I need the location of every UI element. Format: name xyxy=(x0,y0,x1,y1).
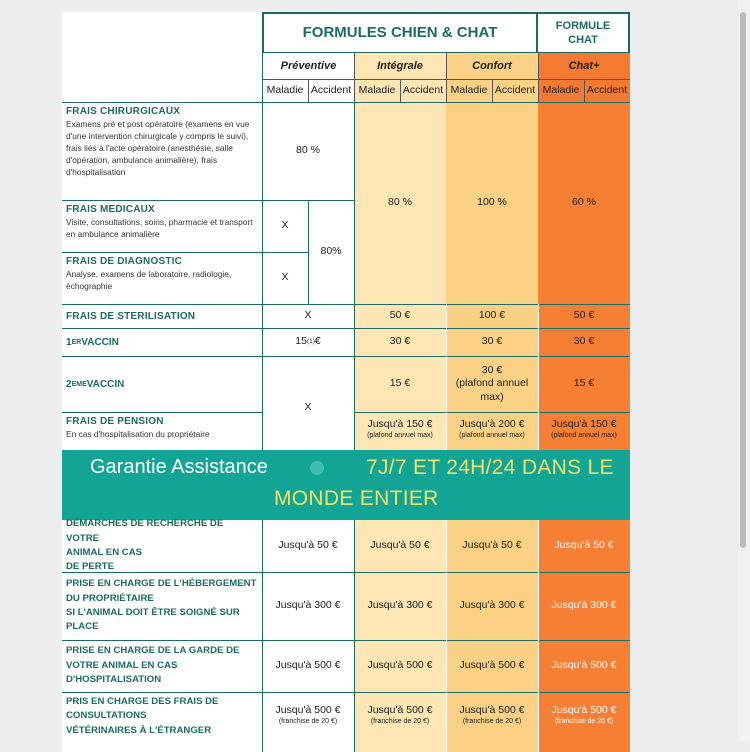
medicaux-desc: Visite, consultations, soins, pharmacie et transport en ambulance animalière xyxy=(66,217,253,239)
vaccin2-num: 2 xyxy=(66,378,72,390)
assist-row-garde-line: D'HOSPITALISATION xyxy=(66,674,162,686)
hebergement-integrale: Jusqu'à 300 € xyxy=(367,599,433,612)
row-frais-diagnostic xyxy=(62,252,262,304)
diagnostic-desc: Analyse, examens de laboratoire, radiologie, échographie xyxy=(66,269,232,291)
assist-row-hebergement xyxy=(62,572,262,640)
assistance-banner xyxy=(62,450,630,520)
consultations-confort xyxy=(446,692,538,752)
sub-accident-confort: Accident xyxy=(492,79,538,102)
chirurgicaux-title: FRAIS CHIRURGICAUX xyxy=(66,106,181,117)
assist-row-recherche xyxy=(62,520,262,572)
hebergement-preventive: Jusqu'à 300 € xyxy=(275,599,341,612)
consultations-confort-note: (franchise de 20 €) xyxy=(462,717,522,725)
consultations-chat-value: Jusqu'à 500 € xyxy=(551,704,617,716)
pension-integrale-note: (plafond annuel max) xyxy=(367,431,433,439)
scrollbar-thumb[interactable] xyxy=(740,12,746,548)
vaccin1-preventive-value: 15 xyxy=(295,335,307,348)
assist-row-consultations xyxy=(62,692,262,752)
vaccin1-sup: ER xyxy=(71,338,82,346)
assist-row-consultations-line: CONSULTATIONS xyxy=(66,710,147,722)
sub-accident-preventive: Accident xyxy=(310,83,352,96)
group-chat-value: 60 % xyxy=(572,196,596,209)
assist-row-recherche-line: DÉMARCHES DE RECHERCHE DE VOTRE xyxy=(66,518,224,544)
pension-confort-note: (plafond annuel max) xyxy=(459,431,525,439)
pension-chat-value: Jusqu'à 150 € xyxy=(551,418,617,430)
vaccin2-integrale: 15 € xyxy=(389,377,411,390)
formule-chat-header: FORMULE CHAT xyxy=(538,12,630,53)
plan-integrale: Intégrale xyxy=(354,53,446,79)
row-vaccin-2 xyxy=(62,356,262,412)
vaccin2-confort xyxy=(446,356,538,412)
assistance-title: Garantie Assistance xyxy=(90,456,268,478)
recherche-integrale: Jusqu'à 50 € xyxy=(370,539,430,552)
assist-row-hebergement-line: SI L'ANIMAL DOIT ÊTRE SOIGNÉ SUR xyxy=(66,607,240,618)
formules-chien-chat-header: FORMULES CHIEN & CHAT xyxy=(262,12,538,53)
pension-confort-value: Jusqu'à 200 € xyxy=(459,418,525,430)
consultations-integrale-value: Jusqu'à 500 € xyxy=(367,704,433,716)
consultations-preventive-note: (franchise de 20 €) xyxy=(278,717,338,725)
assist-row-hebergement-line: DU PROPRIÉTAIRE xyxy=(66,592,154,604)
vaccin2-confort-value: 30 € xyxy=(481,363,503,376)
chirurgicaux-desc: Examens pré et post opératoire (examens en vue d'une intervention chirurgicale y compris le suivi), frais liés à l'acte opératoire (anesthésie, salle d'opération, ambulance animalière), frais d'hospitalisation xyxy=(66,119,250,177)
vaccin2-confort-note: (plafond annuel max) xyxy=(455,377,529,403)
medicaux-preventive-maladie: X xyxy=(281,219,289,232)
sub-accident-integrale: Accident xyxy=(400,79,446,102)
vaccin1-integrale: 30 € xyxy=(389,335,411,348)
assist-row-garde-line: PRISE EN CHARGE DE LA GARDE DE xyxy=(66,645,240,657)
sub-maladie-confort: Maladie xyxy=(446,79,492,102)
group-integrale-value: 80 % xyxy=(388,196,412,209)
assist-row-recherche-line: ANIMAL EN CAS xyxy=(66,547,143,558)
vaccin2-pension-preventive: X xyxy=(304,401,312,414)
vaccin1-preventive xyxy=(262,328,354,356)
sterilisation-preventive: X xyxy=(304,309,312,322)
group-confort-value: 100 % xyxy=(477,196,507,209)
consultations-chat-note: (franchise de 20 €) xyxy=(554,717,614,725)
assistance-line1: 7J/7 ET 24H/24 DANS LE xyxy=(366,456,614,479)
sub-maladie-preventive: Maladie xyxy=(266,83,304,96)
vaccin2-chat: 15 € xyxy=(573,377,595,390)
assist-row-recherche-line: DE PERTE xyxy=(66,561,114,573)
pricing-table xyxy=(62,12,630,752)
assist-row-garde xyxy=(62,640,262,692)
diagnostic-preventive-maladie: X xyxy=(281,271,289,284)
assist-row-consultations-line: PRIS EN CHARGE DES FRAIS DE xyxy=(66,696,219,707)
recherche-preventive: Jusqu'à 50 € xyxy=(278,539,338,552)
plan-confort: Confort xyxy=(446,53,538,79)
sub-maladie-chat: Maladie xyxy=(538,79,584,102)
medicaux-title: FRAIS MEDICAUX xyxy=(66,204,155,215)
vaccin1-chat: 30 € xyxy=(573,335,595,348)
sub-maladie-integrale: Maladie xyxy=(354,79,400,102)
garde-chat: Jusqu'à 500 € xyxy=(551,659,617,672)
pension-desc: En cas d'hospitalisation du propriétaire xyxy=(66,429,210,439)
recherche-chat: Jusqu'à 50 € xyxy=(554,539,614,552)
consultations-preventive xyxy=(262,692,354,752)
vaccin1-preventive-unit: € xyxy=(314,335,321,348)
paw-icon xyxy=(310,461,324,475)
vaccin1-confort: 30 € xyxy=(481,335,503,348)
row-frais-chirurgicaux xyxy=(62,102,262,200)
hebergement-chat: Jusqu'à 300 € xyxy=(551,599,617,612)
consultations-integrale-note: (franchise de 20 €) xyxy=(370,717,430,725)
assist-row-consultations-line: VÉTÉRINAIRES À L'ÉTRANGER xyxy=(66,724,212,736)
assist-row-hebergement-line: PRISE EN CHARGE DE L'HÉBERGEMENT xyxy=(66,578,257,590)
med-diag-preventive-accident: 80% xyxy=(320,245,342,258)
vaccin2-rest: VACCIN xyxy=(86,378,125,390)
vaccin1-num: 1 xyxy=(66,336,72,348)
pension-title: FRAIS DE PENSION xyxy=(66,416,164,427)
consultations-confort-value: Jusqu'à 500 € xyxy=(459,704,525,716)
consultations-chat xyxy=(538,692,630,752)
sub-accident-chat: Accident xyxy=(584,79,630,102)
sterilisation-chat: 50 € xyxy=(573,309,595,322)
garde-confort: Jusqu'à 500 € xyxy=(459,659,525,672)
chirurgicaux-preventive: 80 % xyxy=(296,144,320,157)
vaccin1-preventive-footnote: (1) xyxy=(306,337,315,345)
garde-integrale: Jusqu'à 500 € xyxy=(367,659,433,672)
row-frais-medicaux xyxy=(62,200,262,252)
sterilisation-confort: 100 € xyxy=(478,309,506,322)
diagnostic-title: FRAIS DE DIAGNOSTIC xyxy=(66,256,183,267)
row-sterilisation xyxy=(62,304,262,328)
assistance-line2: MONDE ENTIER xyxy=(274,487,439,510)
assist-row-garde-line: VOTRE ANIMAL EN CAS xyxy=(66,659,178,671)
hebergement-confort: Jusqu'à 300 € xyxy=(459,599,525,612)
sterilisation-integrale: 50 € xyxy=(389,309,411,322)
vaccin2-sup: EME xyxy=(71,380,87,388)
vaccin1-rest: VACCIN xyxy=(81,336,119,348)
sterilisation-title: FRAIS DE STERILISATION xyxy=(66,310,196,322)
pension-integrale-value: Jusqu'à 150 € xyxy=(367,418,433,430)
pension-chat-note: (plafond annuel max) xyxy=(551,431,617,439)
row-vaccin-1 xyxy=(62,328,262,356)
consultations-integrale xyxy=(354,692,446,752)
plan-preventive: Préventive xyxy=(262,53,354,79)
consultations-preventive-value: Jusqu'à 500 € xyxy=(275,704,341,716)
garde-preventive: Jusqu'à 500 € xyxy=(275,659,341,672)
recherche-confort: Jusqu'à 50 € xyxy=(462,539,522,552)
assist-row-hebergement-line: PLACE xyxy=(66,621,99,633)
plan-chat-plus: Chat+ xyxy=(538,53,630,79)
